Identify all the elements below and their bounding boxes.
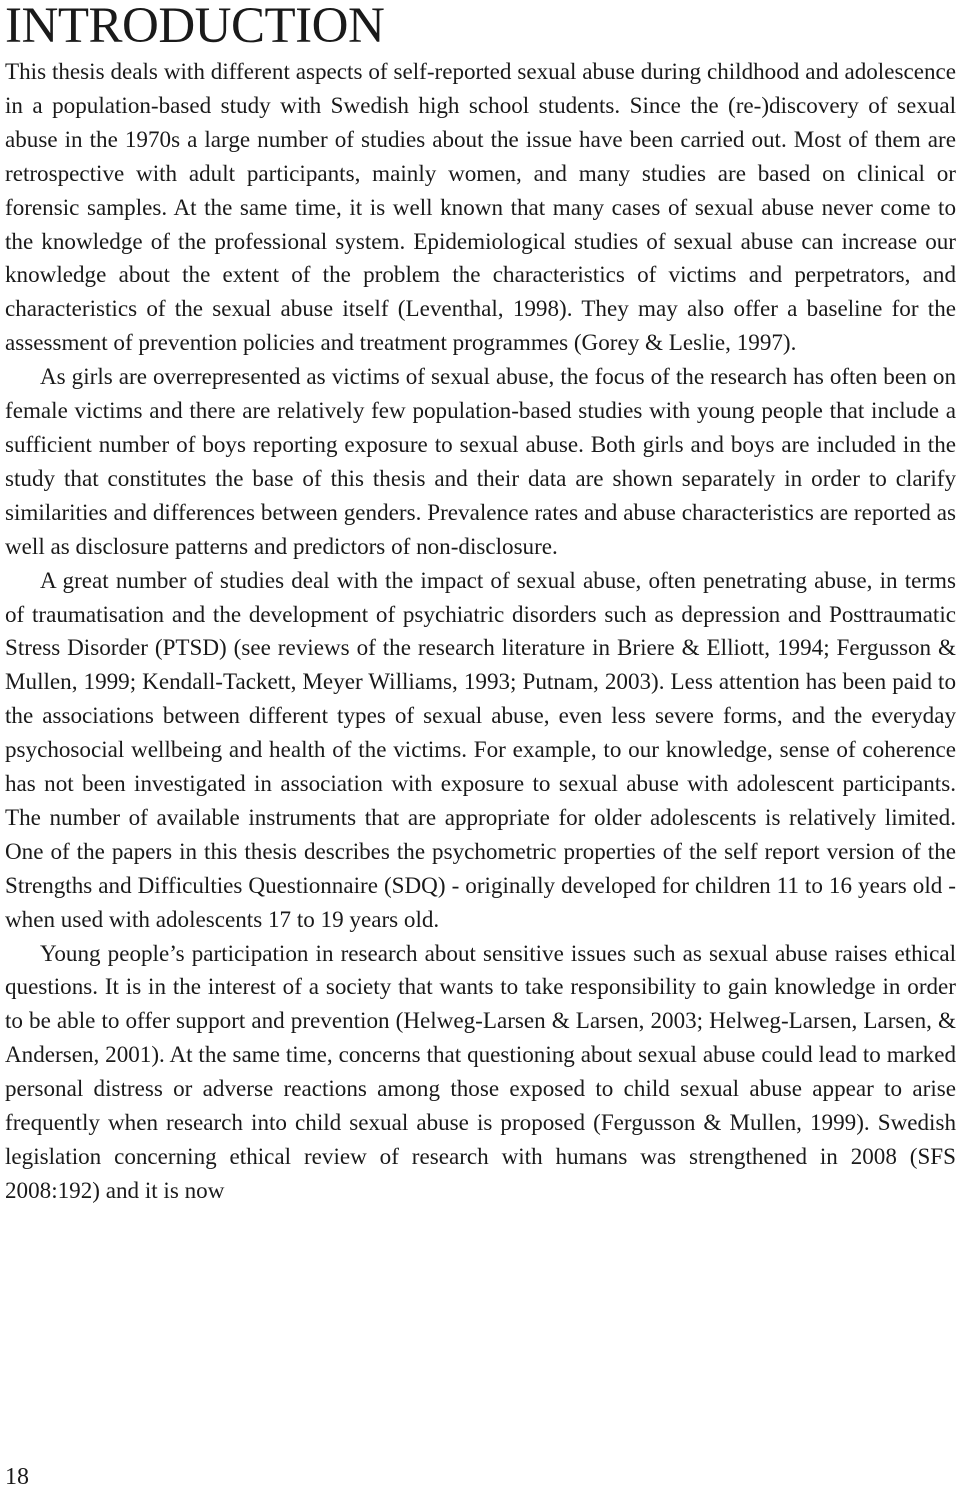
section-heading: INTRODUCTION bbox=[5, 0, 385, 54]
paragraph-3: A great number of studies deal with the impact of sexual abuse, often penetrating abuse, in terms of traumatisation and the development of psychiatric disorders such as depression and Posttraumatic Stress Disorder (PTSD) (see reviews of the research literature in Briere & Elliott, 1994; Fergusson & Mullen, 1999; Kendall-Tackett, Meyer Williams, 1993; Putnam, 2003). Less attention has been paid to the associations between different types of sexual abuse, even less severe forms, and the everyday psychosocial wellbeing and health of the victims. For example, to our knowledge, sense of coherence has not been investigated in association with exposure to sexual abuse with adolescent participants. The number of available instruments that are appropriate for older adolescents is relatively limited. One of the papers in this thesis describes the psychometric properties of the self report version of the Strengths and Difficulties Questionnaire (SDQ) - originally developed for children 11 to 16 years old - when used with adolescents 17 to 19 years old. bbox=[5, 566, 956, 932]
paragraph-2: As girls are overrepresented as victims of sexual abuse, the focus of the research has often been on female victims and there are relatively few population-based studies with young people that include a sufficient number of boys reporting exposure to sexual abuse. Both girls and boys are included in the study that constitutes the base of this thesis and their data are shown separately in order to clarify similarities and differences between genders. Prevalence rates and abuse characteristics are reported as well as disclosure patterns and predictors of non-disclosure. bbox=[5, 363, 956, 559]
page-number: 18 bbox=[5, 1464, 29, 1490]
paragraph-1: This thesis deals with different aspects of self-reported sexual abuse during childhood and adolescence in a population-based study with Swedish high school students. Since the (re-)discovery of sexual abuse in the 1970s a large number of studies about the issue have been carried out. Most of them are retrospective with adult participants, mainly women, and many studies are based on clinical or forensic samples. At the same time, it is well known that many cases of sexual abuse never come to the knowledge of the professional system. Epidemiological studies of sexual abuse can increase our knowledge about the extent of the problem the characteristics of victims and perpetrators, and characteristics of the sexual abuse itself (Leventhal, 1998). They may also offer a baseline for the assessment of prevention policies and treatment programmes (Gorey & Leslie, 1997). bbox=[5, 58, 956, 356]
document-page bbox=[5, 0, 956, 1208]
paragraph-4: Young people’s participation in research about sensitive issues such as sexual abuse raises ethical questions. It is in the interest of a society that wants to take responsibility to gain knowledge in order to be able to offer support and prevention (Helweg-Larsen & Larsen, 2003; Helweg-Larsen, Larsen, & Andersen, 2001). At the same time, concerns that questioning about sexual abuse could lead to marked personal distress or adverse reactions among those exposed to child sexual abuse appear to arise frequently when research into child sexual abuse is proposed (Fergusson & Mullen, 1999). Swedish legislation concerning ethical review of research with humans was strengthened in 2008 (SFS 2008:192) and it is now bbox=[5, 939, 956, 1203]
